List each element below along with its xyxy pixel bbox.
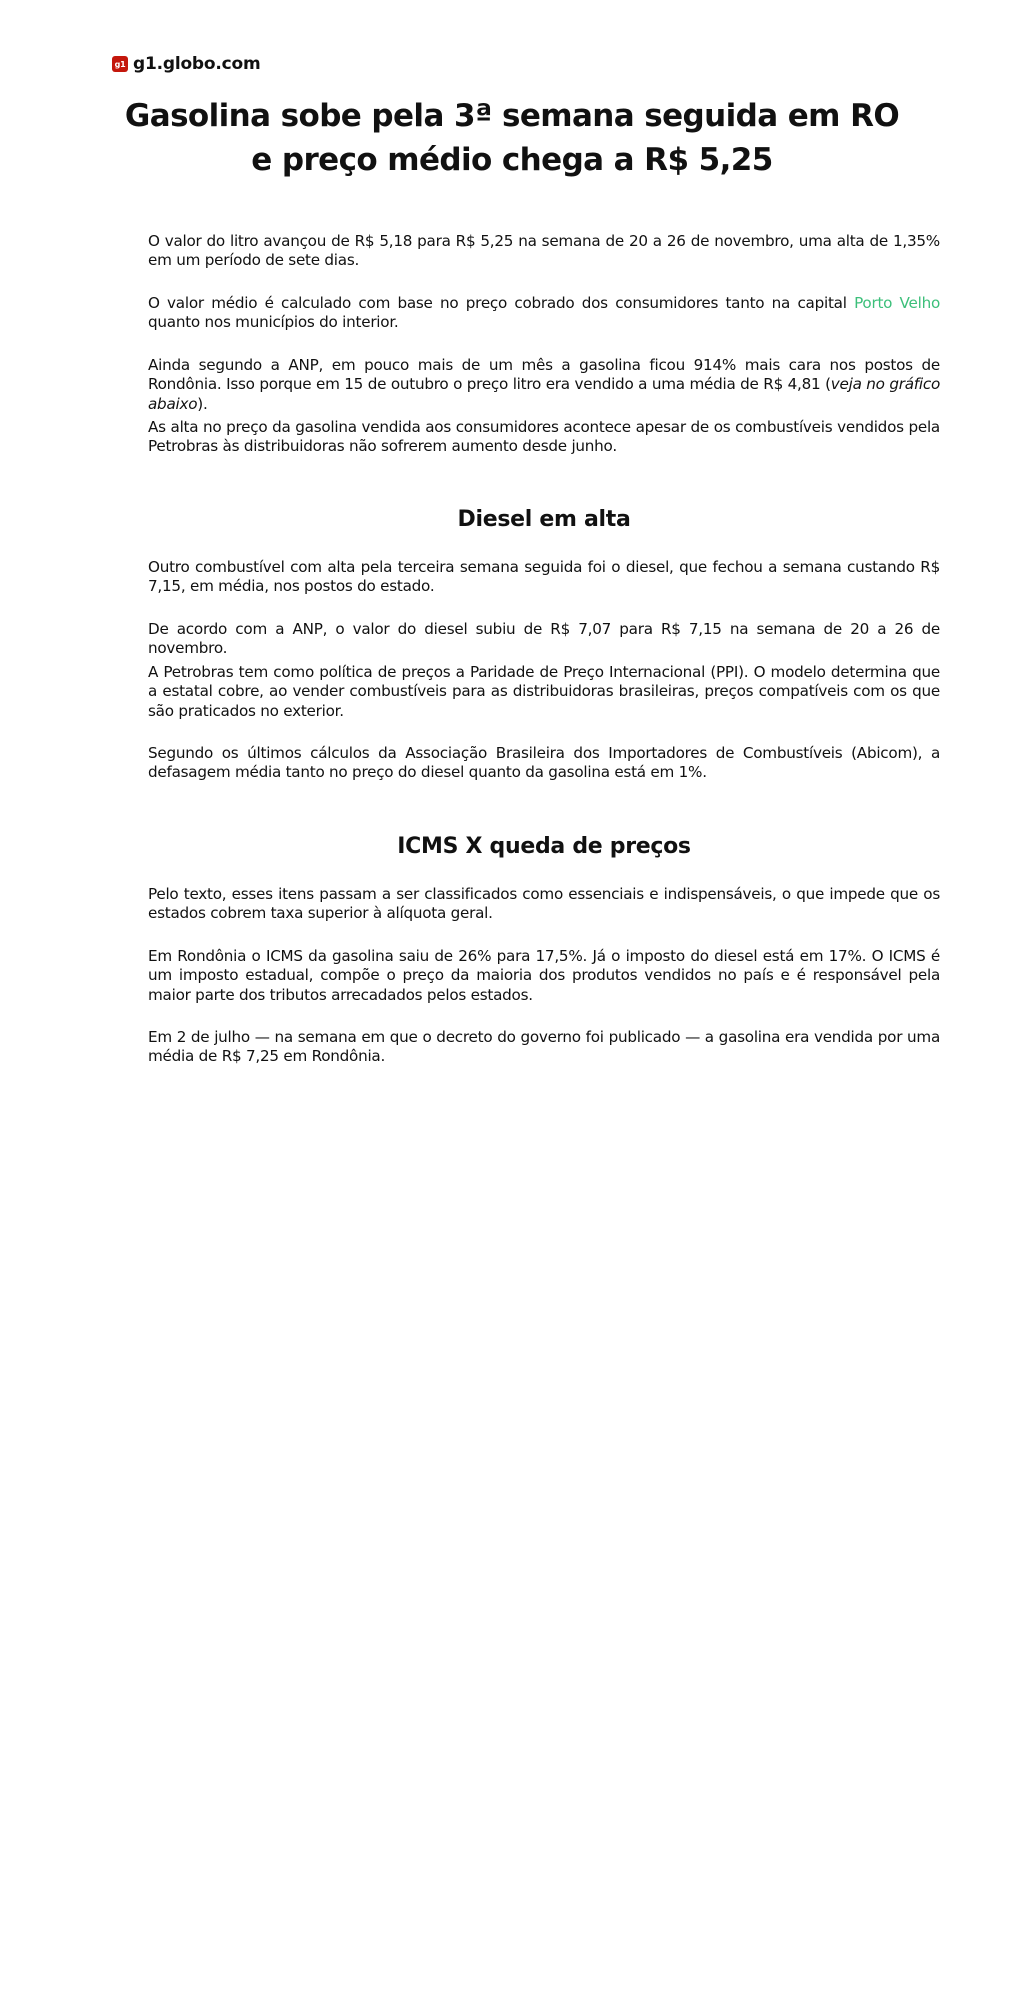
article-paragraph: O valor do litro avançou de R$ 5,18 para R$ 5,25 na semana de 20 a 26 de novembro, uma alta de 1,35% em um período de sete dias. [148,232,940,270]
article-paragraph: A Petrobras tem como política de preços a Paridade de Preço Internacional (PPI). O modelo determina que a estatal cobre, ao vender combustíveis para as distribuidoras brasileiras, preços compatíveis com os que são praticados no exterior. [148,663,940,720]
porto-velho-link[interactable]: Porto Velho [854,294,940,312]
article-paragraph: Pelo texto, esses itens passam a ser classificados como essenciais e indispensáveis, o que impede que os estados cobrem taxa superior à alíquota geral. [148,885,940,923]
site-name[interactable]: g1.globo.com [133,54,261,74]
article-paragraph: Ainda segundo a ANP, em pouco mais de um mês a gasolina ficou 914% mais cara nos postos de Rondônia. Isso porque em 15 de outubro o preço litro era vendido a uma média de R$ 4,81 (veja no gráfico abaixo). [148,356,940,413]
article-title: Gasolina sobe pela 3ª semana seguida em RO e preço médio chega a R$ 5,25 [124,98,900,178]
article-paragraph: Outro combustível com alta pela terceira semana seguida foi o diesel, que fechou a semana custando R$ 7,15, em média, nos postos do estado. [148,558,940,596]
article-paragraph: Em Rondônia o ICMS da gasolina saiu de 26% para 17,5%. Já o imposto do diesel está em 17%. O ICMS é um imposto estadual, compõe o preço da maioria dos produtos vendidos no país e é responsável pela maior parte dos tributos arrecadados pelos estados. [148,947,940,1004]
section-heading-icms: ICMS X queda de preços [397,834,691,859]
article-paragraph: As alta no preço da gasolina vendida aos consumidores acontece apesar de os combustíveis vendidos pela Petrobras às distribuidoras não sofrerem aumento desde junho. [148,418,940,456]
article-paragraph: O valor médio é calculado com base no preço cobrado dos consumidores tanto na capital Porto Velho quanto nos municípios do interior. [148,294,940,332]
article-paragraph: Segundo os últimos cálculos da Associação Brasileira dos Importadores de Combustíveis (Abicom), a defasagem média tanto no preço do diesel quanto da gasolina está em 1%. [148,744,940,782]
article-paragraph: Em 2 de julho — na semana em que o decreto do governo foi publicado — a gasolina era vendida por uma média de R$ 7,25 em Rondônia. [148,1028,940,1066]
site-header [112,52,261,76]
article-paragraph: De acordo com a ANP, o valor do diesel subiu de R$ 7,07 para R$ 7,15 na semana de 20 a 26 de novembro. [148,620,940,658]
chart-reference: veja no gráfico abaixo [148,375,940,413]
g1-logo-icon[interactable]: g1 [112,56,128,72]
section-heading-diesel: Diesel em alta [457,507,631,532]
